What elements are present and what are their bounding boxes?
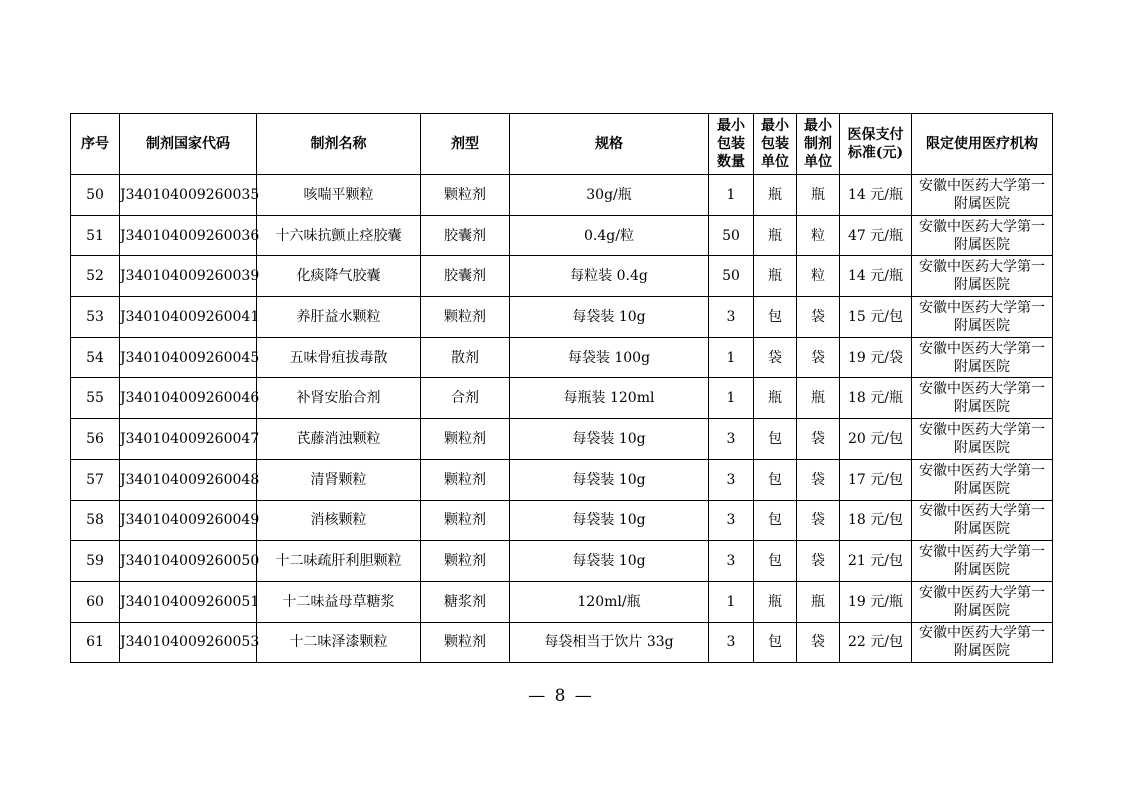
cell-seq: 57 — [71, 459, 120, 500]
cell-form: 颗粒剂 — [421, 297, 510, 338]
cell-min-prep-unit: 粒 — [797, 215, 840, 256]
cell-min-pack-unit: 袋 — [754, 337, 797, 378]
cell-min-pack-unit: 包 — [754, 297, 797, 338]
cell-min-pack-qty: 3 — [709, 622, 754, 663]
institution-line: 安徽中医药大学第一 — [919, 299, 1045, 316]
cell-form: 胶囊剂 — [421, 215, 510, 256]
cell-form: 颗粒剂 — [421, 541, 510, 582]
cell-code: J340104009260035 — [120, 175, 257, 216]
cell-code: J340104009260053 — [120, 622, 257, 663]
institution-line: 附属医院 — [954, 602, 1010, 619]
cell-seq: 55 — [71, 378, 120, 419]
cell-min-pack-unit: 包 — [754, 459, 797, 500]
cell-institution — [912, 622, 1053, 663]
table-row — [71, 175, 1053, 216]
cell-min-prep-unit: 袋 — [797, 419, 840, 460]
header-price — [840, 114, 912, 175]
cell-min-pack-unit: 包 — [754, 622, 797, 663]
header-line: 标准(元) — [847, 145, 904, 161]
institution-line: 安徽中医药大学第一 — [919, 177, 1045, 194]
cell-min-pack-qty: 3 — [709, 459, 754, 500]
cell-min-pack-qty: 3 — [709, 541, 754, 582]
header-line: 包装 — [761, 136, 789, 152]
institution-line: 附属医院 — [954, 277, 1010, 294]
cell-min-prep-unit: 袋 — [797, 459, 840, 500]
cell-spec: 每袋装 10g — [510, 541, 709, 582]
cell-code: J340104009260049 — [120, 500, 257, 541]
cell-min-pack-qty: 50 — [709, 215, 754, 256]
cell-seq: 59 — [71, 541, 120, 582]
cell-institution — [912, 419, 1053, 460]
table-body — [71, 175, 1053, 663]
cell-institution — [912, 581, 1053, 622]
cell-min-pack-unit: 瓶 — [754, 581, 797, 622]
cell-name: 十二味泽漆颗粒 — [257, 622, 421, 663]
header-line: 单位 — [761, 154, 789, 170]
table-header-row — [71, 114, 1053, 175]
cell-min-pack-unit: 瓶 — [754, 175, 797, 216]
preparation-table — [70, 113, 1053, 663]
cell-form: 颗粒剂 — [421, 419, 510, 460]
header-name: 制剂名称 — [257, 114, 421, 175]
cell-seq: 60 — [71, 581, 120, 622]
cell-form: 胶囊剂 — [421, 256, 510, 297]
institution-line: 安徽中医药大学第一 — [919, 218, 1045, 235]
cell-code: J340104009260041 — [120, 297, 257, 338]
cell-form: 合剂 — [421, 378, 510, 419]
cell-price: 14 元/瓶 — [840, 175, 912, 216]
cell-spec: 每粒装 0.4g — [510, 256, 709, 297]
table-row — [71, 419, 1053, 460]
institution-line: 附属医院 — [954, 399, 1010, 416]
cell-name: 芪藤消浊颗粒 — [257, 419, 421, 460]
cell-institution — [912, 297, 1053, 338]
cell-min-pack-qty: 3 — [709, 500, 754, 541]
cell-form: 散剂 — [421, 337, 510, 378]
cell-price: 20 元/包 — [840, 419, 912, 460]
cell-min-prep-unit: 瓶 — [797, 581, 840, 622]
cell-seq: 50 — [71, 175, 120, 216]
table-row — [71, 541, 1053, 582]
header-seq: 序号 — [71, 114, 120, 175]
cell-code: J340104009260047 — [120, 419, 257, 460]
header-min-prep-unit — [797, 114, 840, 175]
cell-institution — [912, 378, 1053, 419]
cell-spec: 120ml/瓶 — [510, 581, 709, 622]
cell-min-pack-qty: 1 — [709, 378, 754, 419]
header-form: 剂型 — [421, 114, 510, 175]
cell-name: 养肝益水颗粒 — [257, 297, 421, 338]
header-line: 最小 — [761, 118, 789, 134]
cell-name: 化痰降气胶囊 — [257, 256, 421, 297]
cell-spec: 每袋装 100g — [510, 337, 709, 378]
cell-price: 18 元/包 — [840, 500, 912, 541]
cell-min-pack-qty: 3 — [709, 419, 754, 460]
cell-price: 21 元/包 — [840, 541, 912, 582]
header-line: 最小 — [804, 118, 832, 134]
cell-price: 19 元/袋 — [840, 337, 912, 378]
cell-institution — [912, 459, 1053, 500]
header-line: 医保支付 — [847, 127, 904, 143]
cell-name: 十二味疏肝利胆颗粒 — [257, 541, 421, 582]
cell-seq: 61 — [71, 622, 120, 663]
institution-line: 附属医院 — [954, 480, 1010, 497]
cell-price: 15 元/包 — [840, 297, 912, 338]
cell-form: 颗粒剂 — [421, 459, 510, 500]
cell-spec: 每袋装 10g — [510, 459, 709, 500]
institution-line: 安徽中医药大学第一 — [919, 259, 1045, 276]
cell-seq: 56 — [71, 419, 120, 460]
table-row — [71, 500, 1053, 541]
cell-spec: 每袋相当于饮片 33g — [510, 622, 709, 663]
cell-min-prep-unit: 袋 — [797, 297, 840, 338]
cell-min-prep-unit: 粒 — [797, 256, 840, 297]
cell-seq: 53 — [71, 297, 120, 338]
cell-code: J340104009260051 — [120, 581, 257, 622]
table-row — [71, 378, 1053, 419]
cell-form: 糖浆剂 — [421, 581, 510, 622]
cell-name: 消核颗粒 — [257, 500, 421, 541]
cell-form: 颗粒剂 — [421, 622, 510, 663]
header-min-pack-qty — [709, 114, 754, 175]
cell-min-prep-unit: 袋 — [797, 337, 840, 378]
cell-name: 十二味益母草糖浆 — [257, 581, 421, 622]
cell-price: 22 元/包 — [840, 622, 912, 663]
cell-seq: 54 — [71, 337, 120, 378]
cell-min-prep-unit: 袋 — [797, 500, 840, 541]
header-line: 包装 — [717, 136, 745, 152]
cell-spec: 每袋装 10g — [510, 419, 709, 460]
header-code: 制剂国家代码 — [120, 114, 257, 175]
header-institution: 限定使用医疗机构 — [912, 114, 1053, 175]
cell-price: 18 元/瓶 — [840, 378, 912, 419]
cell-form: 颗粒剂 — [421, 175, 510, 216]
table-row — [71, 297, 1053, 338]
cell-name: 清肾颗粒 — [257, 459, 421, 500]
table-row — [71, 215, 1053, 256]
header-line: 数量 — [717, 154, 745, 170]
cell-min-pack-unit: 包 — [754, 500, 797, 541]
cell-min-pack-qty: 3 — [709, 297, 754, 338]
institution-line: 附属医院 — [954, 195, 1010, 212]
cell-name: 咳喘平颗粒 — [257, 175, 421, 216]
institution-line: 安徽中医药大学第一 — [919, 340, 1045, 357]
cell-spec: 0.4g/粒 — [510, 215, 709, 256]
table-row — [71, 459, 1053, 500]
table-row — [71, 256, 1053, 297]
cell-name: 补肾安胎合剂 — [257, 378, 421, 419]
header-line: 制剂 — [804, 136, 832, 152]
cell-min-prep-unit: 瓶 — [797, 378, 840, 419]
cell-code: J340104009260045 — [120, 337, 257, 378]
cell-form: 颗粒剂 — [421, 500, 510, 541]
cell-min-prep-unit: 袋 — [797, 541, 840, 582]
cell-code: J340104009260050 — [120, 541, 257, 582]
cell-spec: 每瓶装 120ml — [510, 378, 709, 419]
header-line: 最小 — [717, 118, 745, 134]
cell-min-prep-unit: 瓶 — [797, 175, 840, 216]
cell-institution — [912, 215, 1053, 256]
cell-seq: 58 — [71, 500, 120, 541]
cell-code: J340104009260046 — [120, 378, 257, 419]
institution-line: 安徽中医药大学第一 — [919, 381, 1045, 398]
cell-institution — [912, 337, 1053, 378]
cell-price: 14 元/瓶 — [840, 256, 912, 297]
cell-min-pack-qty: 1 — [709, 175, 754, 216]
cell-spec: 每袋装 10g — [510, 500, 709, 541]
page-number: — 8 — — [528, 686, 594, 706]
header-min-pack-unit — [754, 114, 797, 175]
institution-line: 安徽中医药大学第一 — [919, 503, 1045, 520]
cell-institution — [912, 541, 1053, 582]
cell-min-pack-unit: 瓶 — [754, 215, 797, 256]
cell-seq: 52 — [71, 256, 120, 297]
institution-line: 附属医院 — [954, 521, 1010, 538]
cell-seq: 51 — [71, 215, 120, 256]
institution-line: 安徽中医药大学第一 — [919, 625, 1045, 642]
institution-line: 附属医院 — [954, 358, 1010, 375]
cell-price: 47 元/瓶 — [840, 215, 912, 256]
cell-spec: 30g/瓶 — [510, 175, 709, 216]
institution-line: 附属医院 — [954, 317, 1010, 334]
header-spec: 规格 — [510, 114, 709, 175]
table-row — [71, 622, 1053, 663]
table-row — [71, 581, 1053, 622]
institution-line: 附属医院 — [954, 643, 1010, 660]
cell-code: J340104009260048 — [120, 459, 257, 500]
cell-min-pack-unit: 瓶 — [754, 256, 797, 297]
cell-min-pack-qty: 1 — [709, 337, 754, 378]
cell-min-pack-unit: 包 — [754, 419, 797, 460]
cell-price: 17 元/包 — [840, 459, 912, 500]
institution-line: 安徽中医药大学第一 — [919, 421, 1045, 438]
cell-min-pack-unit: 瓶 — [754, 378, 797, 419]
cell-min-pack-qty: 1 — [709, 581, 754, 622]
header-line: 单位 — [804, 154, 832, 170]
cell-institution — [912, 175, 1053, 216]
cell-name: 五味骨疽拔毒散 — [257, 337, 421, 378]
cell-price: 19 元/瓶 — [840, 581, 912, 622]
institution-line: 安徽中医药大学第一 — [919, 544, 1045, 561]
institution-line: 附属医院 — [954, 236, 1010, 253]
cell-min-prep-unit: 袋 — [797, 622, 840, 663]
cell-min-pack-qty: 50 — [709, 256, 754, 297]
cell-code: J340104009260039 — [120, 256, 257, 297]
cell-name: 十六味抗颤止痉胶囊 — [257, 215, 421, 256]
institution-line: 安徽中医药大学第一 — [919, 462, 1045, 479]
institution-line: 附属医院 — [954, 562, 1010, 579]
institution-line: 附属医院 — [954, 439, 1010, 456]
cell-institution — [912, 500, 1053, 541]
cell-code: J340104009260036 — [120, 215, 257, 256]
cell-spec: 每袋装 10g — [510, 297, 709, 338]
cell-min-pack-unit: 包 — [754, 541, 797, 582]
institution-line: 安徽中医药大学第一 — [919, 584, 1045, 601]
table-row — [71, 337, 1053, 378]
cell-institution — [912, 256, 1053, 297]
